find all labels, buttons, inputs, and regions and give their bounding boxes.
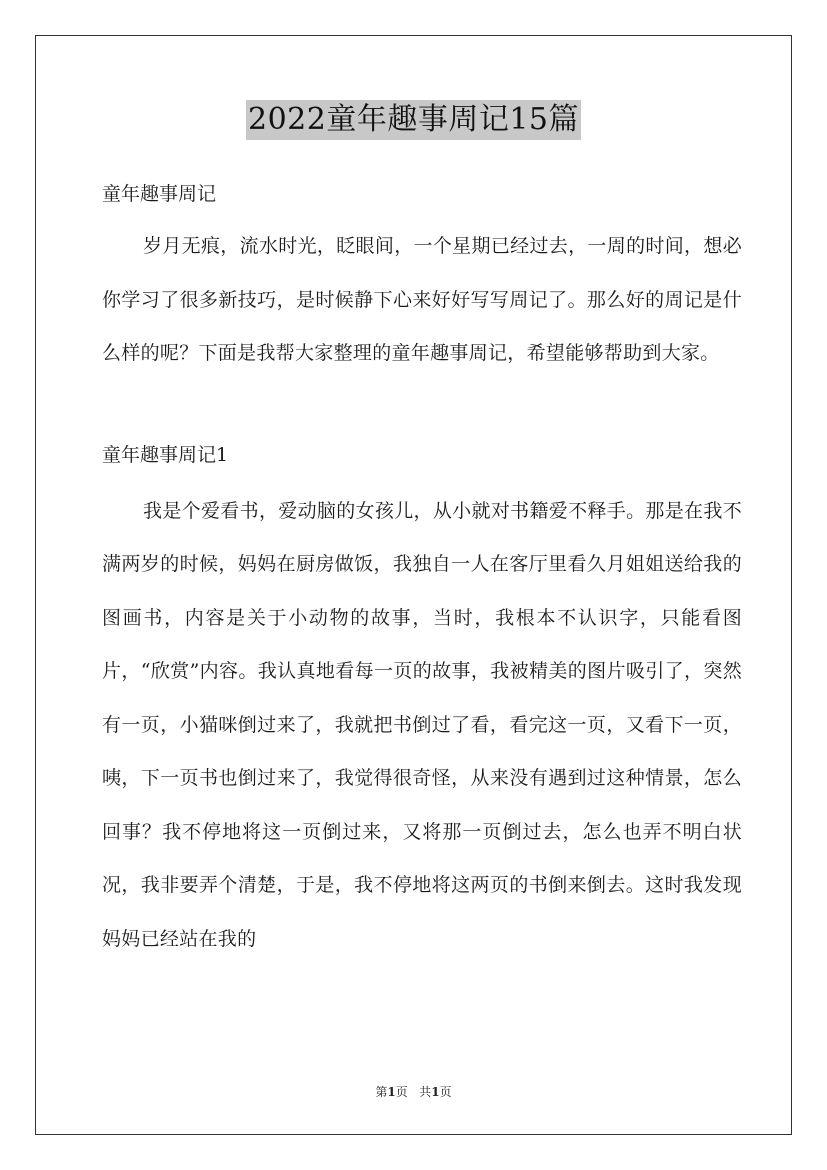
spacer bbox=[102, 473, 742, 485]
intro-paragraph: 岁月无痕，流水时光，眨眼间，一个星期已经过去，一周的时间，想必你学习了很多新技巧，是时候静下心来好好写写周记了。那么好的周记是什么样的呢？下面是我帮大家整理的童年趣事周记，希望能够帮助到大家。 bbox=[102, 235, 742, 364]
total-prefix: 共 bbox=[419, 1085, 432, 1099]
total-pages: 1 bbox=[431, 1085, 440, 1099]
page-prefix: 第 bbox=[375, 1085, 388, 1099]
section-heading-1: 童年趣事周记1 bbox=[102, 443, 229, 466]
total-suffix: 页 bbox=[439, 1085, 452, 1099]
document-title: 2022童年趣事周记15篇 bbox=[246, 100, 581, 140]
page-number: 1 bbox=[387, 1085, 396, 1099]
story-paragraph: 我是个爱看书，爱动脑的女孩儿，从小就对书籍爱不释手。那是在我不满两岁的时候，妈妈在厨房做饭，我独自一人在客厅里看久月姐姐送给我的图画书，内容是关于小动物的故事，当时，我根本不认识字，只能看图片，“欣赏”内容。我认真地看每一页的故事，我被精美的图片吸引了，突然有一页，小猫咪倒过来了，我就把书倒过了看，看完这一页，又看下一页，咦，下一页书也倒过来了，我觉得很奇怪，从来没有遇到过这种情景，怎么回事？我不停地将这一页倒过来，又将那一页倒过去，怎么也弄不明白状况，我非要弄个清楚，于是，我不停地将这两页的书倒来倒去。这时我发现妈妈已经站在我的 bbox=[102, 499, 742, 950]
title-container bbox=[0, 100, 827, 140]
spacer bbox=[102, 212, 742, 220]
page-suffix: 页 bbox=[395, 1085, 408, 1099]
spacer bbox=[102, 381, 742, 437]
section-heading-intro: 童年趣事周记 bbox=[102, 183, 217, 205]
page-footer bbox=[0, 1083, 827, 1100]
document-body bbox=[102, 176, 742, 966]
